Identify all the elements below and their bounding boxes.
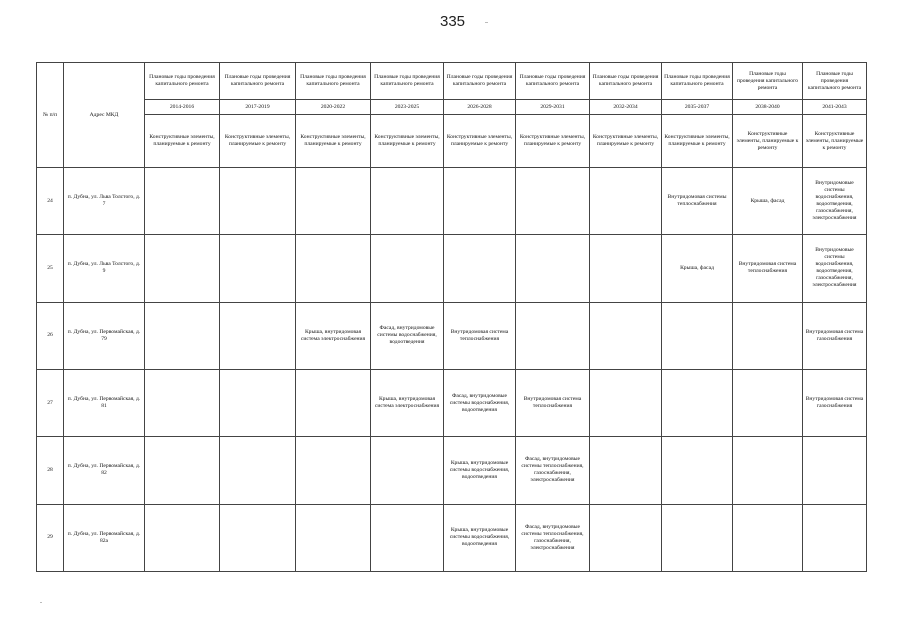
row-number: 28 [37,437,64,504]
year-range-header: 2038-2040 [733,100,803,115]
table-row [37,168,867,235]
row-number: 25 [37,235,64,302]
plan-cell [516,235,590,302]
column-header-period: Плановые годы проведения капитального ремонта [803,63,867,100]
plan-cell [371,437,444,504]
column-header-number: № п/п [37,63,64,168]
plan-cell [145,302,220,369]
plan-cell [662,437,733,504]
plan-cell [296,235,371,302]
header-row-periods [37,63,867,100]
plan-cell [662,369,733,436]
plan-cell [590,168,662,235]
plan-cell: Внутридомовые системы водоснабжения, водоотведения, газоснабжения, электроснабжения [803,168,867,235]
plan-cell: Внутридомовая система газоснабжения [803,302,867,369]
column-header-period: Плановые годы проведения капитального ремонта [296,63,371,100]
header-row-years [37,100,867,115]
table-row [37,504,867,571]
plan-cell [733,504,803,571]
year-range-header: 2020-2022 [296,100,371,115]
address-cell: п. Дубна, ул. Первомайская, д. 81 [64,369,145,436]
column-header-period: Плановые годы проведения капитального ремонта [371,63,444,100]
plan-cell [220,504,296,571]
table-row [37,302,867,369]
plan-cell [220,235,296,302]
year-range-header: 2029-2031 [516,100,590,115]
plan-cell: Внутридомовая система теплоснабжения [733,235,803,302]
plan-cell [145,369,220,436]
plan-cell [296,437,371,504]
column-header-period: Плановые годы проведения капитального ремонта [145,63,220,100]
plan-cell [733,437,803,504]
plan-cell [590,369,662,436]
elements-header: Конструктивные элементы, планируемые к ремонту [220,115,296,168]
plan-cell [145,235,220,302]
table-row [37,369,867,436]
column-header-period: Плановые годы проведения капитального ремонта [444,63,516,100]
elements-header: Конструктивные элементы, планируемые к ремонту [590,115,662,168]
address-cell: п. Дубна, ул. Первомайская, д. 79 [64,302,145,369]
plan-cell: Фасад, внутридомовые системы теплоснабжения, газоснабжения, электроснабжения [516,504,590,571]
plan-cell: Крыша, внутридомовая система электроснабжения [371,369,444,436]
plan-cell [516,168,590,235]
row-number: 29 [37,504,64,571]
plan-cell [662,302,733,369]
column-header-period: Плановые годы проведения капитального ремонта [220,63,296,100]
plan-cell [145,437,220,504]
plan-cell [220,302,296,369]
column-header-period: Плановые годы проведения капитального ремонта [590,63,662,100]
plan-cell [220,437,296,504]
plan-cell: Внутридомовая система газоснабжения [803,369,867,436]
plan-cell: Крыша, фасад [662,235,733,302]
year-range-header: 2041-2043 [803,100,867,115]
plan-cell [590,302,662,369]
table-row [37,235,867,302]
year-range-header: 2026-2028 [444,100,516,115]
elements-header: Конструктивные элементы, планируемые к ремонту [296,115,371,168]
elements-header: Конструктивные элементы, планируемые к ремонту [733,115,803,168]
plan-cell: Фасад, внутридомовые системы водоснабжения, водоотведения [371,302,444,369]
plan-cell: Крыша, внутридомовая система электроснабжения [296,302,371,369]
page-number: 335 [439,13,466,30]
plan-cell: Крыша, внутридомовые системы водоснабжения, водоотведения [444,504,516,571]
plan-cell [803,504,867,571]
elements-header: Конструктивные элементы, планируемые к ремонту [371,115,444,168]
plan-cell [145,504,220,571]
year-range-header: 2014-2016 [145,100,220,115]
plan-cell: Крыша, внутридомовые системы водоснабжения, водоотведения [444,437,516,504]
column-header-period: Плановые годы проведения капитального ремонта [662,63,733,100]
plan-cell: Внутридомовая система теплоснабжения [516,369,590,436]
plan-cell [803,437,867,504]
scan-mark [40,602,42,603]
elements-header: Конструктивные элементы, планируемые к ремонту [803,115,867,168]
year-range-header: 2035-2037 [662,100,733,115]
plan-cell [371,168,444,235]
plan-cell [444,168,516,235]
plan-cell [220,369,296,436]
header-row-elements [37,115,867,168]
column-header-address: Адрес МКД [64,63,145,168]
plan-cell [371,504,444,571]
plan-cell [444,235,516,302]
plan-cell [220,168,296,235]
address-cell: п. Дубна, ул. Первомайская, д. 82а [64,504,145,571]
plan-cell [145,168,220,235]
plan-cell [733,369,803,436]
plan-cell [296,168,371,235]
elements-header: Конструктивные элементы, планируемые к ремонту [516,115,590,168]
plan-cell [590,504,662,571]
plan-cell: Внутридомовая система теплоснабжения [444,302,516,369]
plan-cell [733,302,803,369]
address-cell: п. Дубна, ул. Льва Толстого, д. 9 [64,235,145,302]
year-range-header: 2023-2025 [371,100,444,115]
address-cell: п. Дубна, ул. Первомайская, д. 82 [64,437,145,504]
plan-cell [296,504,371,571]
elements-header: Конструктивные элементы, планируемые к ремонту [444,115,516,168]
plan-cell: Фасад, внутридомовые системы водоснабжения, водоотведения [444,369,516,436]
plan-cell [590,437,662,504]
plan-cell [371,235,444,302]
column-header-period: Плановые годы проведения капитального ремонта [733,63,803,100]
elements-header: Конструктивные элементы, планируемые к ремонту [145,115,220,168]
plan-cell: Фасад, внутридомовые системы теплоснабжения, газоснабжения, электроснабжения [516,437,590,504]
plan-cell [590,235,662,302]
plan-cell [662,504,733,571]
row-number: 24 [37,168,64,235]
address-cell: п. Дубна, ул. Льва Толстого, д. 7 [64,168,145,235]
plan-cell: Внутридомовые системы водоснабжения, водоотведения, газоснабжения, электроснабжения [803,235,867,302]
year-range-header: 2032-2034 [590,100,662,115]
plan-cell: Внутридомовая системы теплоснабжения [662,168,733,235]
elements-header: Конструктивные элементы, планируемые к ремонту [662,115,733,168]
plan-cell: Крыша, фасад [733,168,803,235]
scan-mark [485,22,488,23]
plan-cell [296,369,371,436]
table-row [37,437,867,504]
capital-repair-plan-table [36,62,867,572]
row-number: 27 [37,369,64,436]
year-range-header: 2017-2019 [220,100,296,115]
column-header-period: Плановые годы проведения капитального ремонта [516,63,590,100]
row-number: 26 [37,302,64,369]
plan-cell [516,302,590,369]
